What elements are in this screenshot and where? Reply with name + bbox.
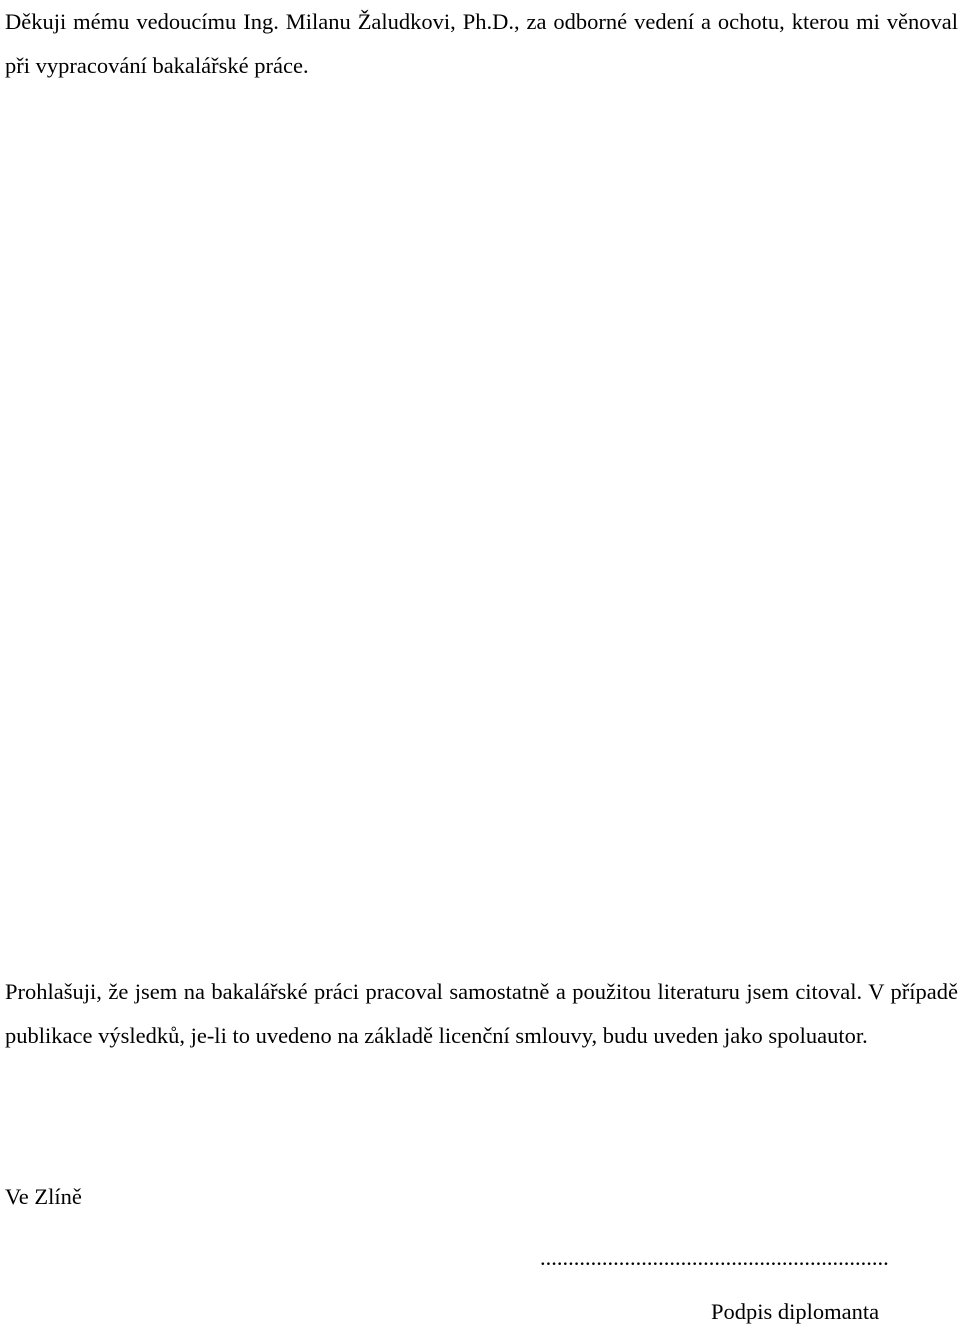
place-line: Ve Zlíně xyxy=(5,1184,82,1209)
signature-dotted-line: .............................................................. xyxy=(540,1245,889,1270)
acknowledgement-paragraph: Děkuji mému vedoucímu Ing. Milanu Žaludkovi, Ph.D., za odborné vedení a ochotu, kterou mi věnoval při vypracování bakalářské práce. xyxy=(5,9,958,78)
signature-label: Podpis diplomanta xyxy=(711,1299,880,1324)
declaration-paragraph: Prohlašuji, že jsem na bakalářské práci pracoval samostatně a použitou literaturu jsem citoval. V případě publikace výsledků, je-li to uvedeno na základě licenční smlouvy, budu uveden jako spoluautor. xyxy=(5,979,958,1048)
